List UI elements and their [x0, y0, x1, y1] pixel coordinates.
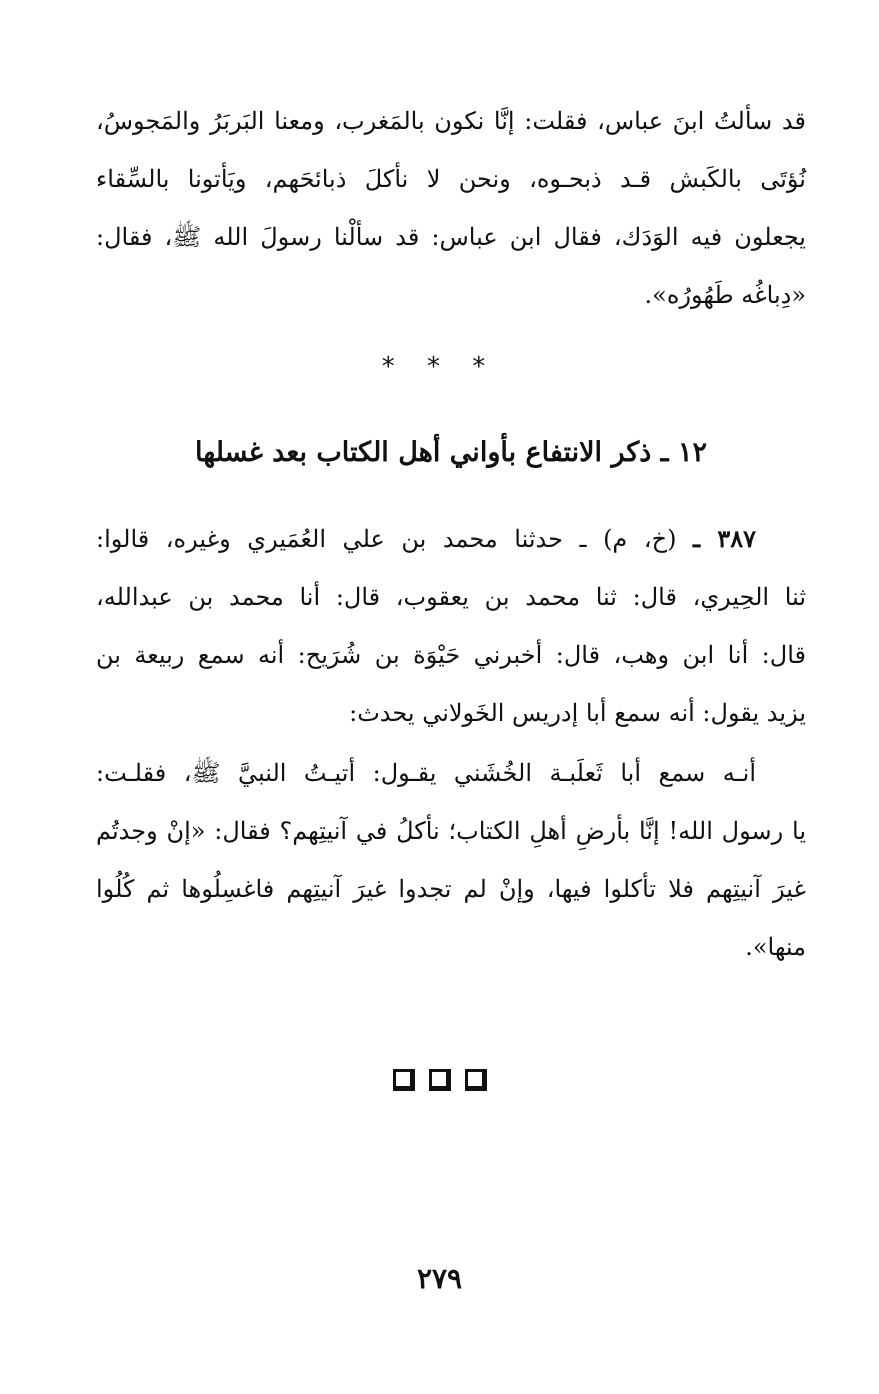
paragraph-3 — [96, 744, 806, 976]
paragraph-3-line: أنـه سمع أبا ثَعلَبـة الخُشَني يقـول: أتيـتُ النبيَّ ﷺ، فقلـت: — [96, 759, 756, 787]
ornament-square-icon — [465, 1069, 487, 1091]
paragraph-3-line: يا رسول الله! إنَّا بأرضِ أهلِ الكتاب؛ نأكلُ في آنيتِهم؟ فقال: «إنْ وجدتُم — [96, 817, 806, 845]
page-number: ٢٧٩ — [416, 1262, 463, 1295]
paragraph-3-line: غيرَ آنيتِهم فلا تأكلوا فيها، وإنْ لم تجدوا غيرَ آنيتِهم فاغسِلُوها ثم كُلُوا — [96, 875, 806, 903]
paragraph-1 — [96, 92, 806, 324]
hadith-number: ٣٨٧ ـ — [693, 524, 756, 553]
paragraph-2 — [96, 510, 806, 742]
paragraph-3-line: منها». — [745, 933, 806, 961]
section-heading: ١٢ ـ ذكر الانتفاع بأواني أهل الكتاب بعد غسلها — [195, 437, 707, 468]
paragraph-2-line: قال: أنا ابن وهب، قال: أخبرني حَيْوَة بن شُرَيح: أنه سمع ربيعة بن — [96, 641, 806, 669]
paragraph-2-first-line — [96, 510, 806, 568]
paragraph-2-line: يزيد يقول: أنه سمع أبا إدريس الخَولاني يحدث: — [349, 699, 806, 727]
end-of-chapter-ornament — [0, 1069, 879, 1091]
paragraph-2-line: (خ، م) ـ حدثنا محمد بن علي العُمَيري وغيره، قالوا: — [96, 525, 677, 553]
paragraph-1-line: «دِباغُه طَهُورُه». — [644, 281, 806, 309]
ornament-square-icon — [393, 1069, 415, 1091]
section-separator: * * * — [381, 352, 498, 382]
paragraph-1-line: يجعلون فيه الوَدَك، فقال ابن عباس: قد سألْنا رسولَ الله ﷺ، فقال: — [96, 223, 806, 251]
ornament-square-icon — [429, 1069, 451, 1091]
paragraph-2-line: ثنا الحِيري، قال: ثنا محمد بن يعقوب، قال: أنا محمد بن عبدالله، — [96, 583, 806, 611]
paragraph-1-line: قد سألتُ ابنَ عباس، فقلت: إنَّا نكون بالمَغرب، ومعنا البَربَرُ والمَجوسُ، — [96, 107, 806, 135]
paragraph-1-line: نُؤتَى بالكَبش قـد ذبحـوه، ونحن لا نأكلَ ذبائحَهم، ويَأتونا بالسِّقاء — [96, 165, 806, 193]
